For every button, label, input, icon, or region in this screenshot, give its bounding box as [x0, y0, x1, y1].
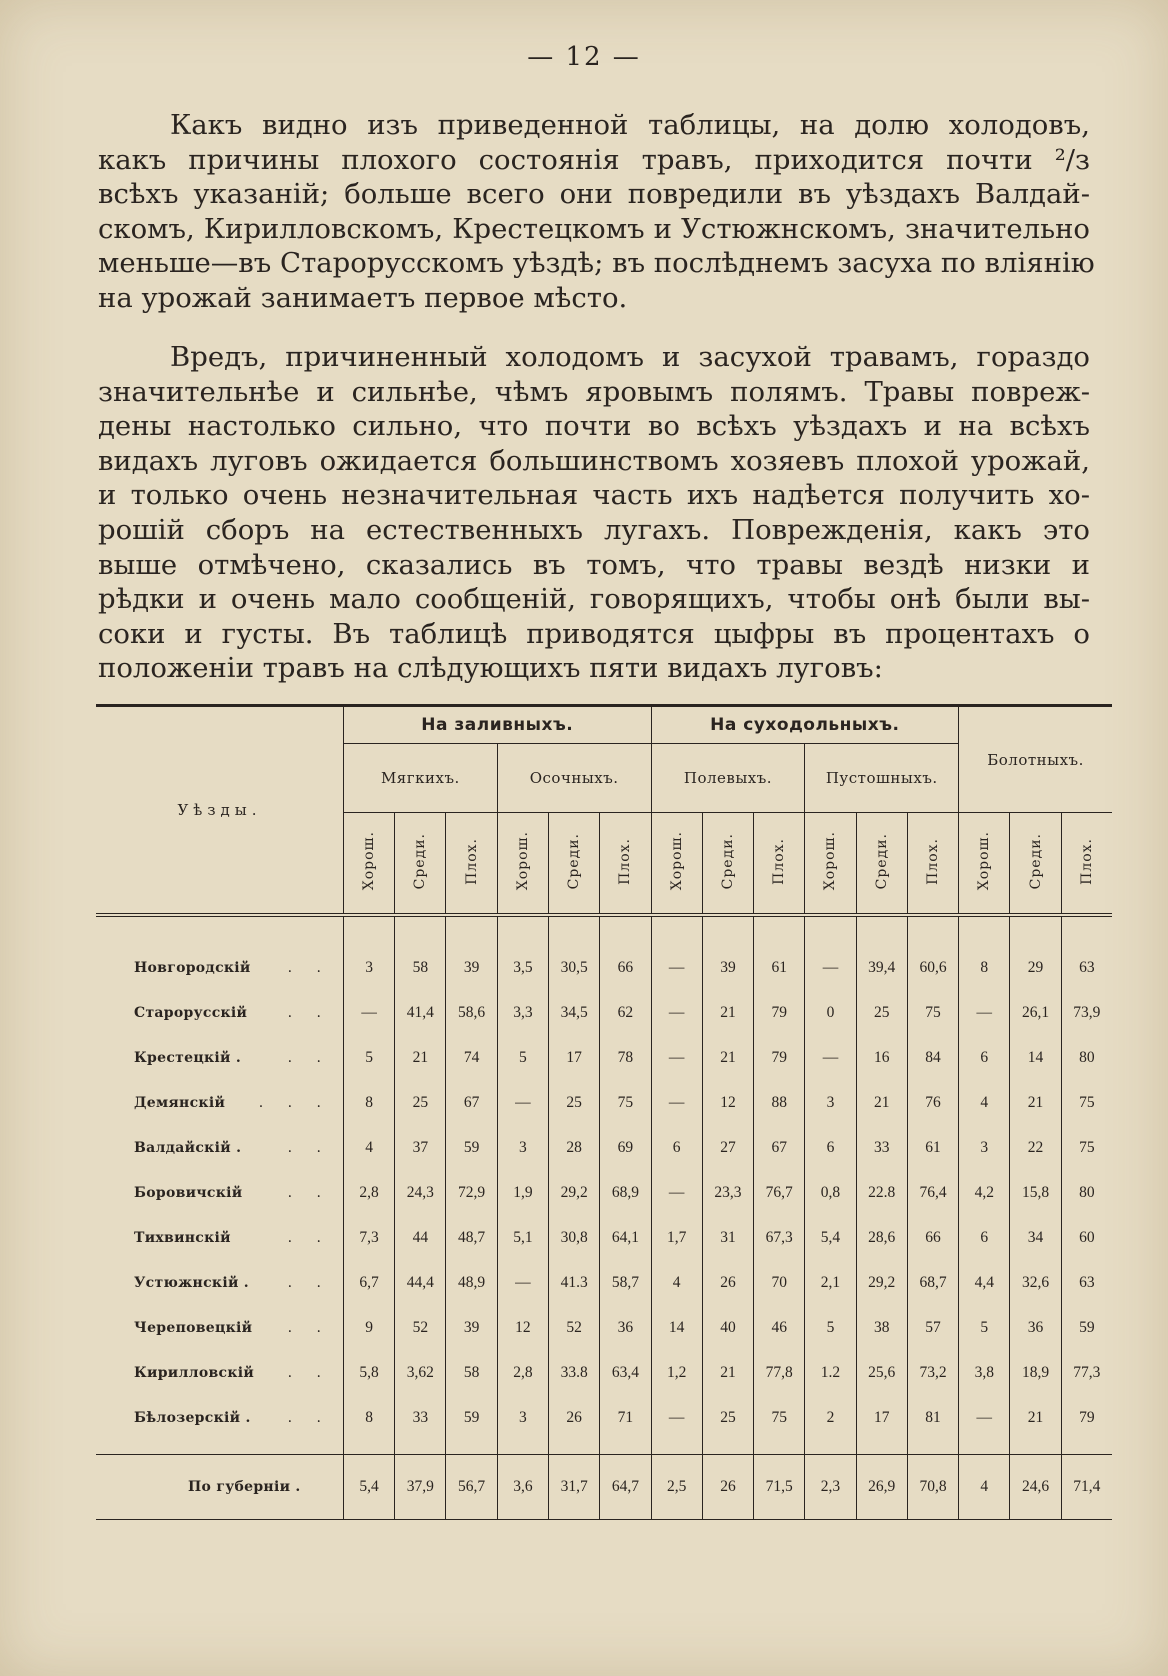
table-cell: 21: [702, 1350, 753, 1395]
table-cell: 41.3: [549, 1260, 600, 1305]
table-cell: 12: [497, 1305, 548, 1350]
table-cell: 23,3: [702, 1170, 753, 1215]
table-cell: 76,7: [754, 1170, 805, 1215]
paragraph-line: и только очень незначительная часть ихъ надѣется получить хо-: [98, 479, 1090, 512]
table-cell: —: [805, 1035, 856, 1080]
table-cell: 58,7: [600, 1260, 651, 1305]
table-cell: —: [651, 1170, 702, 1215]
table-cell: 31: [702, 1215, 753, 1260]
district-name: [96, 1215, 343, 1260]
table-cell: 14: [1010, 1035, 1061, 1080]
page-number: — 12 —: [527, 42, 641, 72]
leader-dots: . .: [287, 1409, 331, 1426]
column-header-label: Среди.: [566, 832, 583, 890]
district-name: [96, 1080, 343, 1125]
table-cell: 22: [1010, 1125, 1061, 1170]
table-cell: 69: [600, 1125, 651, 1170]
table-cell: —: [343, 990, 394, 1035]
column-header: [907, 813, 958, 916]
table-cell: 1,2: [651, 1350, 702, 1395]
total-cell: 2,5: [651, 1455, 702, 1520]
table-cell: 41,4: [395, 990, 446, 1035]
table-cell: 67: [446, 1080, 497, 1125]
table-cell: 39,4: [856, 945, 907, 990]
district-name-text: Валдайскій .: [134, 1139, 242, 1156]
meadow-table: [96, 704, 1112, 1520]
paragraph-line: рошій сборъ на естественныхъ лугахъ. Поврежденія, какъ это: [98, 513, 1090, 546]
district-name: [96, 1125, 343, 1170]
table-cell: —: [651, 990, 702, 1035]
table-cell: 26: [702, 1260, 753, 1305]
table-cell: 39: [446, 1305, 497, 1350]
table-cell: 6: [959, 1035, 1010, 1080]
total-cell: 4: [959, 1455, 1010, 1520]
table-row: [96, 990, 1112, 1035]
table-cell: 25: [395, 1080, 446, 1125]
table-cell: 5: [343, 1035, 394, 1080]
table-cell: 27: [702, 1125, 753, 1170]
table-cell: 38: [856, 1305, 907, 1350]
table-cell: 74: [446, 1035, 497, 1080]
total-cell: 24,6: [1010, 1455, 1061, 1520]
table-cell: 0: [805, 990, 856, 1035]
table-cell: 21: [702, 990, 753, 1035]
table-cell: 63,4: [600, 1350, 651, 1395]
table-cell: 36: [1010, 1305, 1061, 1350]
table-cell: —: [651, 1035, 702, 1080]
column-header-label: Хорош.: [361, 831, 378, 891]
table-cell: 64,1: [600, 1215, 651, 1260]
table-cell: 8: [343, 1395, 394, 1440]
district-name: [96, 945, 343, 990]
table-cell: 75: [754, 1395, 805, 1440]
table-cell: 63: [1061, 945, 1112, 990]
group-header-dry: На суходольныхъ.: [651, 706, 959, 744]
column-header-label: Плох.: [617, 837, 634, 885]
table-cell: 16: [856, 1035, 907, 1080]
table-row: [96, 1260, 1112, 1305]
table-cell: 7,3: [343, 1215, 394, 1260]
table-cell: 3: [497, 1395, 548, 1440]
table-cell: 84: [907, 1035, 958, 1080]
column-header-label: Плох.: [925, 837, 941, 885]
table-row: [96, 1395, 1112, 1440]
subgroup-header-wasteland: Пустошныхъ.: [805, 744, 959, 813]
total-cell: 64,7: [600, 1455, 651, 1520]
table-cell: 46: [754, 1305, 805, 1350]
total-cell: 37,9: [395, 1455, 446, 1520]
district-name-text: Тихвинскій: [134, 1229, 231, 1246]
table-cell: 76,4: [907, 1170, 958, 1215]
table-cell: 2: [805, 1395, 856, 1440]
table-row: [96, 1170, 1112, 1215]
total-row: [96, 1455, 1112, 1520]
total-cell: 26,9: [856, 1455, 907, 1520]
table-cell: 21: [856, 1080, 907, 1125]
table-cell: 21: [1010, 1395, 1061, 1440]
total-cell: 71,5: [754, 1455, 805, 1520]
table-cell: 77,3: [1061, 1350, 1112, 1395]
paragraph-1: [98, 108, 1095, 316]
leader-dots: . . .: [258, 1094, 331, 1111]
table-cell: 33: [395, 1395, 446, 1440]
table-cell: 59: [446, 1125, 497, 1170]
group-header-swamp: Болотныхъ.: [959, 706, 1112, 813]
column-header-label: Плох.: [1078, 837, 1095, 885]
column-header: [651, 813, 702, 916]
table-cell: 34: [1010, 1215, 1061, 1260]
table-cell: 5,8: [343, 1350, 394, 1395]
paragraph-line: меньше—въ Старорусскомъ уѣздѣ; въ послѣднемъ засуха по вліянію: [98, 247, 1095, 280]
table-cell: 25: [856, 990, 907, 1035]
table-cell: 44: [395, 1215, 446, 1260]
table-cell: 67,3: [754, 1215, 805, 1260]
table-row: [96, 1215, 1112, 1260]
paragraph-line: скомъ, Кирилловскомъ, Крестецкомъ и Устюжнскомъ, значительно: [98, 212, 1090, 245]
table-cell: 15,8: [1010, 1170, 1061, 1215]
table-cell: —: [497, 1260, 548, 1305]
column-header: [1010, 813, 1061, 916]
table-cell: 3: [805, 1080, 856, 1125]
table-cell: 28: [549, 1125, 600, 1170]
total-cell: 71,4: [1061, 1455, 1112, 1520]
table-cell: 59: [446, 1395, 497, 1440]
column-header: [395, 813, 446, 916]
leader-dots: . .: [287, 1319, 331, 1336]
subgroup-header-field: Полевыхъ.: [651, 744, 805, 813]
district-name-text: Старорусскій: [134, 1004, 248, 1021]
table-cell: 21: [702, 1035, 753, 1080]
table-cell: 18,9: [1010, 1350, 1061, 1395]
paragraph-line: всѣхъ указаній; больше всего они повредили въ уѣздахъ Валдай-: [98, 178, 1090, 211]
table-cell: 88: [754, 1080, 805, 1125]
table-cell: 40: [702, 1305, 753, 1350]
table-cell: —: [651, 1080, 702, 1125]
table-cell: 1,7: [651, 1215, 702, 1260]
table-cell: —: [959, 1395, 1010, 1440]
column-header-label: Плох.: [771, 837, 788, 885]
district-name: [96, 1170, 343, 1215]
column-header: [856, 813, 907, 916]
table-row: [96, 1080, 1112, 1125]
table-cell: 79: [1061, 1395, 1112, 1440]
column-header-label: Среди.: [1027, 832, 1044, 890]
leader-dots: . .: [287, 1004, 331, 1021]
leader-dots: . .: [287, 1364, 331, 1381]
table-cell: 80: [1061, 1170, 1112, 1215]
table-row: [96, 1350, 1112, 1395]
table-cell: 4,4: [959, 1260, 1010, 1305]
table-row: [96, 1125, 1112, 1170]
paragraph-2: [98, 340, 1090, 686]
table-cell: 29: [1010, 945, 1061, 990]
table-cell: 58: [446, 1350, 497, 1395]
leader-dots: . .: [287, 1139, 331, 1156]
paragraph-line: рѣдки и очень мало сообщеній, говорящихъ, чтобы онѣ были вы-: [98, 583, 1090, 616]
table-cell: 76: [907, 1080, 958, 1125]
table-cell: 3,5: [497, 945, 548, 990]
table-cell: 44,4: [395, 1260, 446, 1305]
table-cell: 21: [395, 1035, 446, 1080]
table-cell: 4: [651, 1260, 702, 1305]
district-name-text: Кирилловскій: [134, 1364, 255, 1381]
total-label: По губерніи .: [96, 1455, 343, 1520]
leader-dots: . .: [287, 1274, 331, 1291]
column-header-label: Хорош.: [822, 831, 839, 891]
paragraph-line: какъ причины плохого состоянія травъ, приходится почти ²/з: [98, 143, 1090, 176]
table-cell: —: [651, 945, 702, 990]
total-cell: 3,6: [497, 1455, 548, 1520]
table-cell: 59: [1061, 1305, 1112, 1350]
leader-dots: . .: [287, 959, 331, 976]
column-header-label: Хорош.: [976, 831, 993, 891]
district-name-text: Череповецкій: [134, 1319, 253, 1336]
leader-dots: . .: [287, 1049, 331, 1066]
table-cell: 81: [907, 1395, 958, 1440]
column-header: [1061, 813, 1112, 916]
table-cell: 75: [1061, 1080, 1112, 1125]
table-cell: 8: [343, 1080, 394, 1125]
total-cell: 31,7: [549, 1455, 600, 1520]
total-cell: 5,4: [343, 1455, 394, 1520]
table-cell: 68,7: [907, 1260, 958, 1305]
total-cell: 26: [702, 1455, 753, 1520]
table-cell: 34,5: [549, 990, 600, 1035]
table-cell: 17: [549, 1035, 600, 1080]
district-name-text: Демянскій: [134, 1094, 226, 1111]
paragraph-line: выше отмѣчено, сказались въ томъ, что травы вездѣ низки и: [98, 548, 1090, 581]
leader-dots: . .: [287, 1184, 331, 1201]
table-cell: 2,8: [497, 1350, 548, 1395]
district-name: [96, 1350, 343, 1395]
district-name-text: Боровичскій: [134, 1184, 243, 1201]
table-cell: 36: [600, 1305, 651, 1350]
table-cell: 5,1: [497, 1215, 548, 1260]
table-cell: 66: [600, 945, 651, 990]
paragraph-line: значительнѣе и сильнѣе, чѣмъ яровымъ полямъ. Травы повреж-: [98, 375, 1090, 408]
table-cell: 6: [651, 1125, 702, 1170]
table-row: [96, 1035, 1112, 1080]
table-cell: 29,2: [856, 1260, 907, 1305]
paragraph-line: на урожай занимаетъ первое мѣсто.: [98, 281, 628, 314]
paragraph-line: видахъ луговъ ожидается большинствомъ хозяевъ плохой урожай,: [98, 444, 1090, 477]
table-cell: 3,8: [959, 1350, 1010, 1395]
table-cell: 61: [907, 1125, 958, 1170]
table-cell: 6,7: [343, 1260, 394, 1305]
table-cell: 3,62: [395, 1350, 446, 1395]
table-cell: 21: [1010, 1080, 1061, 1125]
column-header: [805, 813, 856, 916]
table-cell: 67: [754, 1125, 805, 1170]
table-cell: 79: [754, 1035, 805, 1080]
column-header: [446, 813, 497, 916]
district-name-text: Устюжнскій .: [134, 1274, 249, 1291]
district-name: [96, 1260, 343, 1305]
table-row: [96, 945, 1112, 990]
table-cell: 70: [754, 1260, 805, 1305]
table-cell: —: [497, 1080, 548, 1125]
table-row: [96, 1305, 1112, 1350]
table-cell: 9: [343, 1305, 394, 1350]
table-cell: 2,8: [343, 1170, 394, 1215]
table-cell: 29,2: [549, 1170, 600, 1215]
table-cell: 5: [805, 1305, 856, 1350]
table-cell: 3: [959, 1125, 1010, 1170]
table-cell: 77,8: [754, 1350, 805, 1395]
table-cell: 14: [651, 1305, 702, 1350]
table-cell: 63: [1061, 1260, 1112, 1305]
district-name: [96, 1305, 343, 1350]
table-cell: 75: [600, 1080, 651, 1125]
table-cell: 6: [959, 1215, 1010, 1260]
table-cell: 4,2: [959, 1170, 1010, 1215]
table-cell: 25: [549, 1080, 600, 1125]
table-cell: 3,3: [497, 990, 548, 1035]
table-cell: 30,5: [549, 945, 600, 990]
table-cell: 78: [600, 1035, 651, 1080]
table-cell: 73,9: [1061, 990, 1112, 1035]
table-cell: 33: [856, 1125, 907, 1170]
column-header-label: Плох.: [463, 837, 480, 885]
row-header: Уѣзды.: [96, 706, 343, 916]
table-cell: 73,2: [907, 1350, 958, 1395]
table-cell: 22.8: [856, 1170, 907, 1215]
table-cell: 2,1: [805, 1260, 856, 1305]
table-cell: 26: [549, 1395, 600, 1440]
column-header: [497, 813, 548, 916]
district-name-text: Крестецкій .: [134, 1049, 242, 1066]
table-cell: 25: [702, 1395, 753, 1440]
paragraph-line: дены настолько сильно, что почти во всѣхъ уѣздахъ и на всѣхъ: [98, 410, 1090, 443]
table-cell: 5: [497, 1035, 548, 1080]
column-header-label: Хорош.: [668, 831, 685, 891]
column-header: [754, 813, 805, 916]
column-header-label: Среди.: [719, 832, 736, 890]
table-cell: 52: [395, 1305, 446, 1350]
subgroup-header-soft: Мягкихъ.: [343, 744, 497, 813]
table-cell: 6: [805, 1125, 856, 1170]
column-header-label: Хорош.: [514, 831, 531, 891]
column-header-label: Среди.: [873, 832, 890, 890]
table-cell: 66: [907, 1215, 958, 1260]
district-name: [96, 990, 343, 1035]
total-cell: 2,3: [805, 1455, 856, 1520]
table-cell: 39: [446, 945, 497, 990]
table-cell: 12: [702, 1080, 753, 1125]
table-cell: 8: [959, 945, 1010, 990]
table-cell: 48,9: [446, 1260, 497, 1305]
paragraph-line: Какъ видно изъ приведенной таблицы, на долю холодовъ,: [170, 109, 1090, 141]
table-cell: 5,4: [805, 1215, 856, 1260]
leader-dots: . .: [287, 1229, 331, 1246]
table-cell: 37: [395, 1125, 446, 1170]
table-cell: 1.2: [805, 1350, 856, 1395]
table-cell: 79: [754, 990, 805, 1035]
table-cell: 26,1: [1010, 990, 1061, 1035]
district-name: [96, 1035, 343, 1080]
table-cell: 62: [600, 990, 651, 1035]
table-cell: 32,6: [1010, 1260, 1061, 1305]
table-cell: 57: [907, 1305, 958, 1350]
table-cell: 61: [754, 945, 805, 990]
total-cell: 56,7: [446, 1455, 497, 1520]
district-name: [96, 1395, 343, 1440]
table-cell: 58,6: [446, 990, 497, 1035]
table-cell: 3: [343, 945, 394, 990]
table-cell: 28,6: [856, 1215, 907, 1260]
column-header: [600, 813, 651, 916]
paragraph-line: положеніи травъ на слѣдующихъ пяти видахъ луговъ:: [98, 652, 883, 685]
column-header: [959, 813, 1010, 916]
table-cell: 72,9: [446, 1170, 497, 1215]
table-cell: 52: [549, 1305, 600, 1350]
column-header-label: Среди.: [412, 832, 429, 890]
table-cell: 48,7: [446, 1215, 497, 1260]
table-cell: 4: [959, 1080, 1010, 1125]
table-cell: 71: [600, 1395, 651, 1440]
subgroup-header-sedge: Осочныхъ.: [497, 744, 651, 813]
table-cell: 75: [1061, 1125, 1112, 1170]
table-cell: 3: [497, 1125, 548, 1170]
table-cell: —: [805, 945, 856, 990]
table-cell: 17: [856, 1395, 907, 1440]
table-cell: 4: [343, 1125, 394, 1170]
total-cell: 70,8: [907, 1455, 958, 1520]
district-name-text: Бѣлозерскій .: [134, 1409, 251, 1426]
table-cell: —: [959, 990, 1010, 1035]
table-cell: 80: [1061, 1035, 1112, 1080]
table-cell: 60: [1061, 1215, 1112, 1260]
group-header-flooded: На заливныхъ.: [343, 706, 651, 744]
district-name-text: Новгородскій: [134, 959, 251, 976]
column-header: [702, 813, 753, 916]
table-cell: 1,9: [497, 1170, 548, 1215]
table-cell: 33.8: [549, 1350, 600, 1395]
table-cell: 60,6: [907, 945, 958, 990]
column-header: [549, 813, 600, 916]
table-cell: 5: [959, 1305, 1010, 1350]
table-cell: 58: [395, 945, 446, 990]
table-cell: 0,8: [805, 1170, 856, 1215]
table-cell: 75: [907, 990, 958, 1035]
table-cell: 39: [702, 945, 753, 990]
table-cell: 68,9: [600, 1170, 651, 1215]
table-cell: 25,6: [856, 1350, 907, 1395]
paragraph-line: Вредъ, причиненный холодомъ и засухой травамъ, гораздо: [170, 341, 1090, 373]
column-header: [343, 813, 394, 916]
table-cell: —: [651, 1395, 702, 1440]
table-cell: 30,8: [549, 1215, 600, 1260]
paragraph-line: соки и густы. Въ таблицѣ приводятся цыфры въ процентахъ о: [98, 617, 1090, 650]
table-cell: 24,3: [395, 1170, 446, 1215]
